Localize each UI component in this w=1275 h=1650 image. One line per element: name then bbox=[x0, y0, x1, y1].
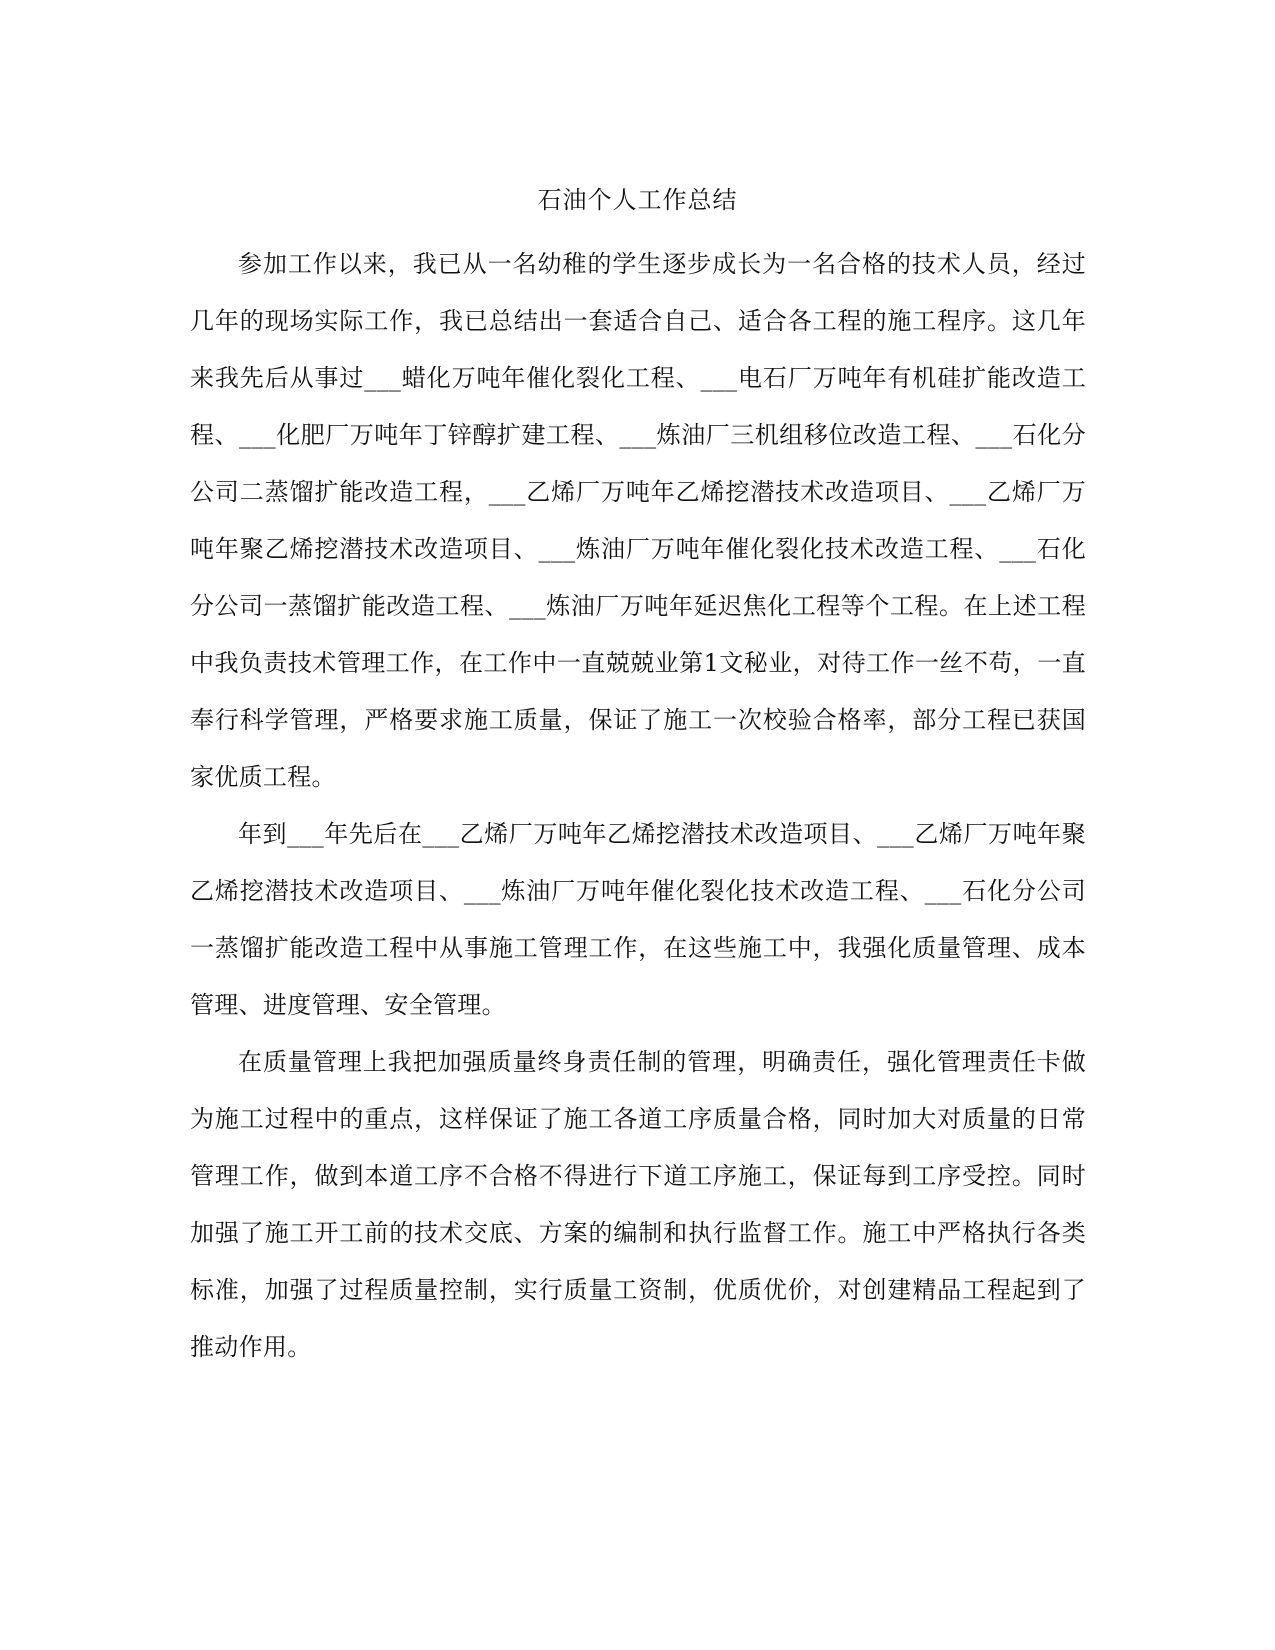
paragraph-3: 在质量管理上我把加强质量终身责任制的管理，明确责任，强化管理责任卡做为施工过程中的重点，这样保证了施工各道工序质量合格，同时加大对质量的日常管理工作，做到本道工序不合格不得进行下道工序施工，保证每到工序受控。同时加强了施工开工前的技术交底、方案的编制和执行监督工作。施工中严格执行各类标准，加强了过程质量控制，实行质量工资制，优质优价，对创建精品工程起到了推动作用。 bbox=[190, 1048, 1086, 1361]
document-body bbox=[190, 236, 1086, 1376]
paragraph-1: 参加工作以来，我已从一名幼稚的学生逐步成长为一名合格的技术人员，经过几年的现场实际工作，我已总结出一套适合自己、适合各工程的施工程序。这几年来我先后从事过___蜡化万吨年催化裂化工程、___电石厂万吨年有机硅扩能改造工程、___化肥厂万吨年丁锌醇扩建工程、___炼油厂三机组移位改造工程、___石化分公司二蒸馏扩能改造工程，___乙烯厂万吨年乙烯挖潜技术改造项目、___乙烯厂万吨年聚乙烯挖潜技术改造项目、___炼油厂万吨年催化裂化技术改造工程、___石化分公司一蒸馏扩能改造工程、___炼油厂万吨年延迟焦化工程等个工程。在上述工程中我负责技术管理工作，在工作中一直兢兢业第1文秘业，对待工作一丝不苟，一直奉行科学管理，严格要求施工质量，保证了施工一次校验合格率，部分工程已获国家优质工程。 bbox=[190, 250, 1086, 791]
paragraph-2: 年到___年先后在___乙烯厂万吨年乙烯挖潜技术改造项目、___乙烯厂万吨年聚乙烯挖潜技术改造项目、___炼油厂万吨年催化裂化技术改造工程、___石化分公司一蒸馏扩能改造工程中从事施工管理工作，在这些施工中，我强化质量管理、成本管理、进度管理、安全管理。 bbox=[190, 820, 1086, 1019]
document-title: 石油个人工作总结 bbox=[537, 186, 738, 214]
